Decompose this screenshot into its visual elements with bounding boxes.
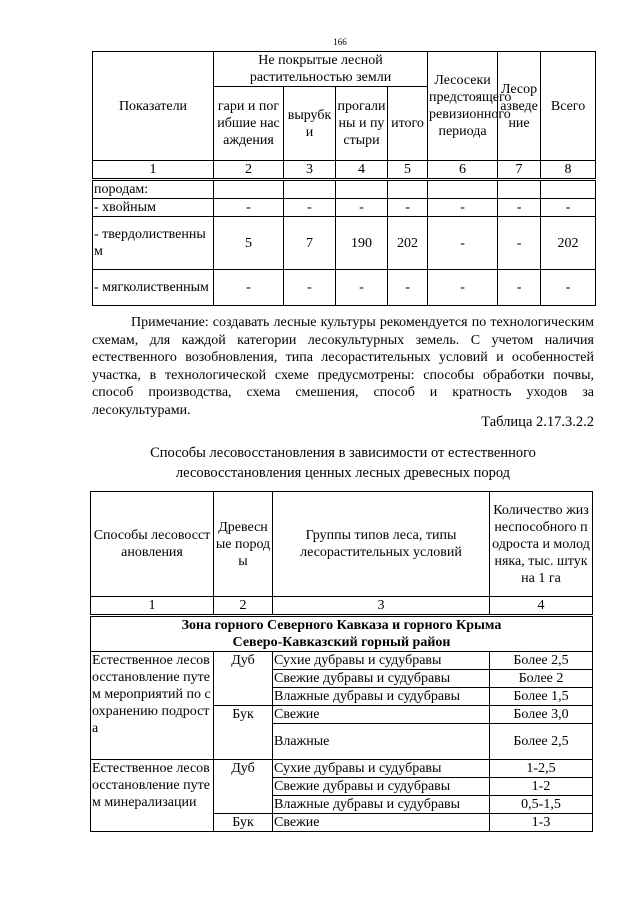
cell: 202 (388, 217, 428, 270)
method-cell: Естественное лесовосстановление путем мероприятий по сохранению подроста (91, 652, 214, 760)
cell: - (498, 270, 541, 306)
quantity-cell: Более 2,5 (490, 724, 593, 760)
cell: - (541, 270, 596, 306)
quantity-cell: Более 2,5 (490, 652, 593, 670)
row-label: породам: (93, 180, 214, 199)
page-number: 166 (333, 37, 347, 47)
cell: - (498, 199, 541, 217)
col-number: 4 (490, 597, 593, 616)
cell: - (284, 199, 336, 217)
quantity-cell: 1-3 (490, 814, 593, 832)
table-title-line: Способы лесовосстановления в зависимости от естественного (150, 445, 536, 461)
header-subtotal: итого (388, 87, 428, 161)
zone-line: Северо-Кавказский горный район (232, 635, 451, 650)
header-glades: прогалины и пустыри (336, 87, 388, 161)
table-row (93, 180, 596, 199)
cell: - (214, 270, 284, 306)
col-number: 3 (273, 597, 490, 616)
header-forest-types: Группы типов леса, типы лесорастительных условий (273, 492, 490, 597)
col-number: 1 (93, 161, 214, 180)
forest-type-cell: Свежие (273, 814, 490, 832)
cell: - (336, 270, 388, 306)
forest-type-cell: Сухие дубравы и судубравы (273, 760, 490, 778)
cell: 7 (284, 217, 336, 270)
col-number: 2 (214, 597, 273, 616)
col-number: 4 (336, 161, 388, 180)
header-methods: Способы лесовосстановления (91, 492, 214, 597)
cell: - (388, 270, 428, 306)
col-number: 2 (214, 161, 284, 180)
row-label: - мягколиственным (93, 270, 214, 306)
cell: - (214, 199, 284, 217)
note-paragraph (92, 314, 594, 419)
col-number: 8 (541, 161, 596, 180)
method-cell: Естественное лесовосстановление путем минерализации (91, 760, 214, 832)
quantity-cell: Более 3,0 (490, 706, 593, 724)
header-unforested-group: Не покрытые лесной растительностью земли (214, 52, 428, 87)
header-quantity: Количество жизнеспособного подроста и молодняка, тыс. штук на 1 га (490, 492, 593, 597)
header-afforestation: Лесоразведение (498, 52, 541, 161)
cell: - (388, 199, 428, 217)
cell: - (336, 199, 388, 217)
table-row (93, 270, 596, 306)
cell: - (541, 199, 596, 217)
col-number: 3 (284, 161, 336, 180)
forest-type-cell: Влажные дубравы и судубравы (273, 688, 490, 706)
cell: - (284, 270, 336, 306)
reforestation-methods-table (90, 491, 593, 832)
forest-type-cell: Влажные дубравы и судубравы (273, 796, 490, 814)
row-label: - хвойным (93, 199, 214, 217)
forest-type-cell: Влажные (273, 724, 490, 760)
cell: 190 (336, 217, 388, 270)
table-row (91, 760, 593, 778)
table-row (91, 652, 593, 670)
table-number: Таблица 2.17.3.2.2 (481, 414, 594, 430)
forest-type-cell: Сухие дубравы и судубравы (273, 652, 490, 670)
header-burns: гари и погибшие насаждения (214, 87, 284, 161)
forest-type-cell: Свежие дубравы и судубравы (273, 670, 490, 688)
table-row (93, 199, 596, 217)
note-text: Примечание: создавать лесные культуры рекомендуется по технологическим схемам, для каждой категории лесокультурных земель. С учетом наличия естественного возобновления, типа лесорастительных условий и особенностей участка, в технологической схеме предусмотрены: способы обработки почвы, способ производства, схема смешения, способ и кратность уходов за лесокультурами. (92, 315, 594, 418)
table-row (93, 217, 596, 270)
header-indicators: Показатели (93, 52, 214, 161)
header-logging: Лесосеки предстоящего ревизионного периода (428, 52, 498, 161)
species-cell: Бук (214, 814, 273, 832)
species-cell: Дуб (214, 652, 273, 706)
cell: - (428, 217, 498, 270)
zone-heading (91, 616, 593, 652)
header-cuttings: вырубки (284, 87, 336, 161)
quantity-cell: 1-2,5 (490, 760, 593, 778)
indicators-table (92, 51, 596, 306)
quantity-cell: 0,5-1,5 (490, 796, 593, 814)
zone-line: Зона горного Северного Кавказа и горного Крыма (181, 618, 502, 633)
table-title (92, 443, 594, 483)
table-title-line: лесовосстановления ценных лесных древесных пород (175, 465, 511, 481)
forest-type-cell: Свежие (273, 706, 490, 724)
col-number: 7 (498, 161, 541, 180)
quantity-cell: Более 1,5 (490, 688, 593, 706)
header-species: Древесные породы (214, 492, 273, 597)
col-number: 1 (91, 597, 214, 616)
species-cell: Бук (214, 706, 273, 760)
col-number: 5 (388, 161, 428, 180)
cell: - (428, 270, 498, 306)
cell: 5 (214, 217, 284, 270)
cell: - (498, 217, 541, 270)
forest-type-cell: Свежие дубравы и судубравы (273, 778, 490, 796)
quantity-cell: Более 2 (490, 670, 593, 688)
cell: 202 (541, 217, 596, 270)
cell: - (428, 199, 498, 217)
species-cell: Дуб (214, 760, 273, 814)
quantity-cell: 1-2 (490, 778, 593, 796)
row-label: - твердолиственным (93, 217, 214, 270)
col-number: 6 (428, 161, 498, 180)
header-total: Всего (541, 52, 596, 161)
